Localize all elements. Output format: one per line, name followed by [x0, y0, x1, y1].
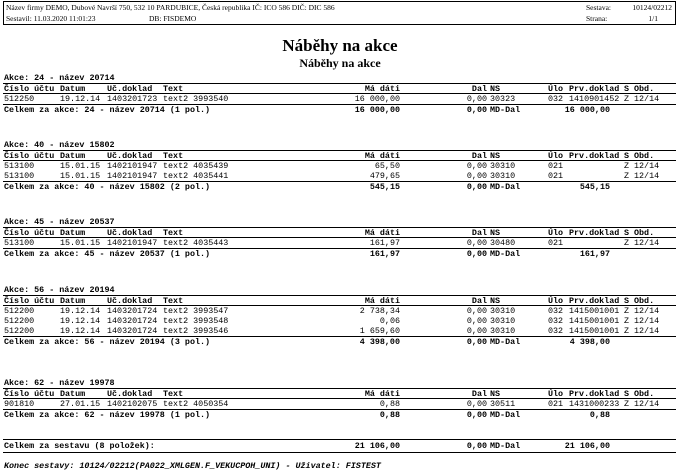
col-header-document: Uč.doklad [107, 151, 153, 161]
cell-prv-doc: 1431000233 [569, 399, 620, 409]
col-header-account: Číslo účtu [4, 228, 55, 238]
cell-ns: 30310 [490, 326, 516, 336]
col-header-document: Uč.doklad [107, 84, 153, 94]
col-header-s: S [624, 296, 630, 306]
total-md-dal-label: MD-Dal [490, 441, 521, 451]
cell-prv-doc: 1415001001 [569, 306, 620, 316]
col-header-account: Číslo účtu [4, 389, 55, 399]
cell-s: Z [624, 238, 630, 248]
group-total-row [3, 182, 676, 192]
group-total-row [3, 249, 676, 259]
cell-document: 1402101947 [107, 161, 158, 171]
cell-debit: 65,50 [374, 161, 400, 171]
column-header-row [3, 150, 676, 161]
col-header-text: Text [163, 151, 184, 161]
cell-document: 1403201724 [107, 316, 158, 326]
total-label: Celkem za akce: 62 - název 19978 (1 pol.) [4, 410, 211, 420]
col-header-s: S [624, 84, 630, 94]
col-header-credit: Dal [471, 84, 487, 94]
col-header-prv-doc: Prv.doklad [569, 389, 620, 399]
cell-debit: 2 738,34 [359, 306, 400, 316]
cell-prv-doc: 1415001001 [569, 316, 620, 326]
cell-credit: 0,00 [466, 316, 487, 326]
cell-date: 19.12.14 [60, 94, 101, 104]
cell-credit: 0,00 [466, 171, 487, 181]
cell-ulo: 021 [548, 161, 564, 171]
total-debit: 4 398,00 [359, 337, 400, 347]
cell-credit: 0,00 [466, 161, 487, 171]
total-debit: 16 000,00 [354, 105, 400, 115]
col-header-text: Text [163, 296, 184, 306]
col-header-ns: NS [490, 84, 501, 94]
col-header-ns: NS [490, 151, 501, 161]
total-md-dal-label: MD-Dal [490, 337, 521, 347]
total-md-dal-label: MD-Dal [490, 410, 521, 420]
col-header-debit: Má dáti [364, 151, 400, 161]
total-md-dal: 161,97 [579, 249, 610, 259]
cell-debit: 1 659,60 [359, 326, 400, 336]
group-total-row [3, 337, 676, 347]
page-label: Strana: [586, 14, 608, 23]
cell-credit: 0,00 [466, 399, 487, 409]
table-row [3, 316, 676, 326]
company-info: Název firmy DEMO, Dubové Navrší 750, 532 10 PARDUBICE, Česká republika IČ: ICO 586 DIČ: DIC 586 [6, 3, 335, 12]
cell-s: Z [624, 306, 630, 316]
group-title-text: Akce: 62 - název 19978 [4, 378, 115, 388]
group-total-row [3, 105, 676, 115]
col-header-credit: Dal [471, 228, 487, 238]
col-header-ns: NS [490, 296, 501, 306]
col-header-date: Datum [60, 84, 86, 94]
col-header-prv-doc: Prv.doklad [569, 84, 620, 94]
col-header-document: Uč.doklad [107, 296, 153, 306]
group-title-text: Akce: 40 - název 15802 [4, 140, 115, 150]
table-row [3, 399, 676, 409]
cell-document: 1403201724 [107, 326, 158, 336]
total-md-dal: 4 398,00 [569, 337, 610, 347]
total-md-dal-label: MD-Dal [490, 249, 521, 259]
cell-debit: 479,65 [369, 171, 400, 181]
col-header-period: Obd. [634, 151, 655, 161]
grand-total-divider-bottom [3, 452, 676, 453]
cell-account: 513100 [4, 238, 35, 248]
cell-period: 12/14 [634, 399, 660, 409]
cell-prv-doc: 1410901452 [569, 94, 620, 104]
cell-date: 19.12.14 [60, 306, 101, 316]
cell-period: 12/14 [634, 171, 660, 181]
cell-date: 19.12.14 [60, 326, 101, 336]
cell-text: text2 3993540 [163, 94, 229, 104]
cell-s: Z [624, 161, 630, 171]
cell-period: 12/14 [634, 238, 660, 248]
cell-s: Z [624, 326, 630, 336]
total-credit: 0,00 [466, 249, 487, 259]
cell-credit: 0,00 [466, 306, 487, 316]
col-header-date: Datum [60, 296, 86, 306]
group-title [3, 73, 676, 83]
table-row [3, 161, 676, 171]
grand-total-row [3, 441, 676, 451]
total-debit: 161,97 [369, 249, 400, 259]
cell-ulo: 032 [548, 94, 564, 104]
total-credit: 0,00 [466, 337, 487, 347]
cell-account: 513100 [4, 161, 35, 171]
cell-prv-doc: 1415001001 [569, 326, 620, 336]
total-label: Celkem za sestavu (8 položek): [4, 441, 155, 451]
cell-document: 1402102075 [107, 399, 158, 409]
cell-ulo: 021 [548, 238, 564, 248]
table-row [3, 94, 676, 104]
cell-ns: 30480 [490, 238, 516, 248]
cell-ulo: 032 [548, 316, 564, 326]
cell-document: 1402101947 [107, 171, 158, 181]
cell-credit: 0,00 [466, 326, 487, 336]
cell-text: text2 3993548 [163, 316, 229, 326]
col-header-period: Obd. [634, 389, 655, 399]
cell-ulo: 021 [548, 171, 564, 181]
col-header-date: Datum [60, 389, 86, 399]
cell-account: 512200 [4, 326, 35, 336]
col-header-period: Obd. [634, 228, 655, 238]
cell-period: 12/14 [634, 316, 660, 326]
cell-debit: 161,97 [369, 238, 400, 248]
cell-text: text2 4035441 [163, 171, 229, 181]
cell-ns: 30310 [490, 316, 516, 326]
cell-date: 19.12.14 [60, 316, 101, 326]
col-header-prv-doc: Prv.doklad [569, 296, 620, 306]
group-title [3, 378, 676, 388]
col-header-debit: Má dáti [364, 296, 400, 306]
col-header-ulo: Úlo [548, 296, 564, 306]
col-header-period: Obd. [634, 296, 655, 306]
total-md-dal-label: MD-Dal [490, 182, 521, 192]
cell-period: 12/14 [634, 161, 660, 171]
total-label: Celkem za akce: 24 - název 20714 (1 pol.) [4, 105, 211, 115]
col-header-credit: Dal [471, 389, 487, 399]
group-title-text: Akce: 45 - název 20537 [4, 217, 115, 227]
group-total-row [3, 410, 676, 420]
group-title-text: Akce: 56 - název 20194 [4, 285, 115, 295]
cell-debit: 0,88 [379, 399, 400, 409]
total-credit: 0,00 [466, 410, 487, 420]
col-header-debit: Má dáti [364, 389, 400, 399]
col-header-ulo: Úlo [548, 389, 564, 399]
total-label: Celkem za akce: 40 - název 15802 (2 pol.) [4, 182, 211, 192]
cell-document: 1403201723 [107, 94, 158, 104]
total-md-dal-label: MD-Dal [490, 105, 521, 115]
total-debit: 545,15 [369, 182, 400, 192]
report-footer: Konec sestavy: 10124/02212(PA022_XMLGEN.F_VEKUCPOH_UNI) - Uživatel: FISTEST [4, 461, 381, 471]
cell-date: 15.01.15 [60, 238, 101, 248]
col-header-ulo: Úlo [548, 228, 564, 238]
col-header-ns: NS [490, 228, 501, 238]
col-header-debit: Má dáti [364, 228, 400, 238]
col-header-text: Text [163, 84, 184, 94]
total-credit: 0,00 [466, 105, 487, 115]
total-debit: 0,88 [379, 410, 400, 420]
cell-text: text2 4035443 [163, 238, 229, 248]
group-title-text: Akce: 24 - název 20714 [4, 73, 115, 83]
cell-s: Z [624, 171, 630, 181]
col-header-credit: Dal [471, 151, 487, 161]
col-header-text: Text [163, 228, 184, 238]
col-header-date: Datum [60, 151, 86, 161]
col-header-period: Obd. [634, 84, 655, 94]
col-header-s: S [624, 151, 630, 161]
col-header-date: Datum [60, 228, 86, 238]
cell-ns: 30323 [490, 94, 516, 104]
total-label: Celkem za akce: 45 - název 20537 (1 pol.) [4, 249, 211, 259]
table-row [3, 306, 676, 316]
col-header-account: Číslo účtu [4, 84, 55, 94]
cell-period: 12/14 [634, 326, 660, 336]
col-header-document: Uč.doklad [107, 228, 153, 238]
cell-text: text2 4050354 [163, 399, 229, 409]
cell-ns: 30310 [490, 171, 516, 181]
report-title: Náběhy na akce [282, 36, 398, 55]
cell-credit: 0,00 [466, 94, 487, 104]
cell-account: 512250 [4, 94, 35, 104]
group-title [3, 285, 676, 295]
column-header-row [3, 295, 676, 306]
col-header-ns: NS [490, 389, 501, 399]
col-header-account: Číslo účtu [4, 296, 55, 306]
group-title [3, 217, 676, 227]
column-header-row [3, 227, 676, 238]
page-number: 1/1 [648, 14, 658, 23]
total-md-dal: 545,15 [579, 182, 610, 192]
col-header-s: S [624, 389, 630, 399]
table-row [3, 326, 676, 336]
cell-date: 15.01.15 [60, 171, 101, 181]
cell-debit: 16 000,00 [354, 94, 400, 104]
cell-ulo: 032 [548, 306, 564, 316]
cell-ulo: 021 [548, 399, 564, 409]
report-subtitle: Náběhy na akce [299, 56, 381, 70]
report-code: 10124/02212 [632, 3, 672, 12]
cell-s: Z [624, 399, 630, 409]
cell-period: 12/14 [634, 94, 660, 104]
table-row [3, 238, 676, 248]
table-row [3, 171, 676, 181]
col-header-account: Číslo účtu [4, 151, 55, 161]
database-info: DB: FISDEMO [149, 14, 197, 23]
col-header-ulo: Úlo [548, 84, 564, 94]
col-header-ulo: Úlo [548, 151, 564, 161]
cell-date: 27.01.15 [60, 399, 101, 409]
cell-text: text2 4035439 [163, 161, 229, 171]
cell-text: text2 3993546 [163, 326, 229, 336]
col-header-prv-doc: Prv.doklad [569, 228, 620, 238]
cell-ns: 30310 [490, 161, 516, 171]
col-header-document: Uč.doklad [107, 389, 153, 399]
total-credit: 0,00 [466, 441, 487, 451]
cell-period: 12/14 [634, 306, 660, 316]
report-header [3, 1, 676, 25]
cell-ns: 30310 [490, 306, 516, 316]
cell-ulo: 032 [548, 326, 564, 336]
col-header-s: S [624, 228, 630, 238]
cell-account: 512200 [4, 316, 35, 326]
group-title [3, 140, 676, 150]
col-header-text: Text [163, 389, 184, 399]
cell-account: 512200 [4, 306, 35, 316]
total-credit: 0,00 [466, 182, 487, 192]
cell-ns: 30511 [490, 399, 516, 409]
total-md-dal: 16 000,00 [564, 105, 610, 115]
cell-s: Z [624, 94, 630, 104]
total-debit: 21 106,00 [354, 441, 400, 451]
cell-debit: 0,06 [379, 316, 400, 326]
cell-text: text2 3993547 [163, 306, 229, 316]
report-label: Sestava: [586, 3, 611, 12]
col-header-credit: Dal [471, 296, 487, 306]
col-header-prv-doc: Prv.doklad [569, 151, 620, 161]
cell-account: 513100 [4, 171, 35, 181]
total-md-dal: 21 106,00 [564, 441, 610, 451]
column-header-row [3, 83, 676, 94]
cell-account: 901810 [4, 399, 35, 409]
cell-s: Z [624, 316, 630, 326]
cell-document: 1403201724 [107, 306, 158, 316]
grand-total-divider-top [3, 439, 676, 440]
column-header-row [3, 388, 676, 399]
cell-document: 1402101947 [107, 238, 158, 248]
cell-credit: 0,00 [466, 238, 487, 248]
col-header-debit: Má dáti [364, 84, 400, 94]
created-info: Sestavil: 11.03.2020 11:01:23 [6, 14, 96, 23]
total-md-dal: 0,88 [589, 410, 610, 420]
cell-date: 15.01.15 [60, 161, 101, 171]
total-label: Celkem za akce: 56 - název 20194 (3 pol.) [4, 337, 211, 347]
